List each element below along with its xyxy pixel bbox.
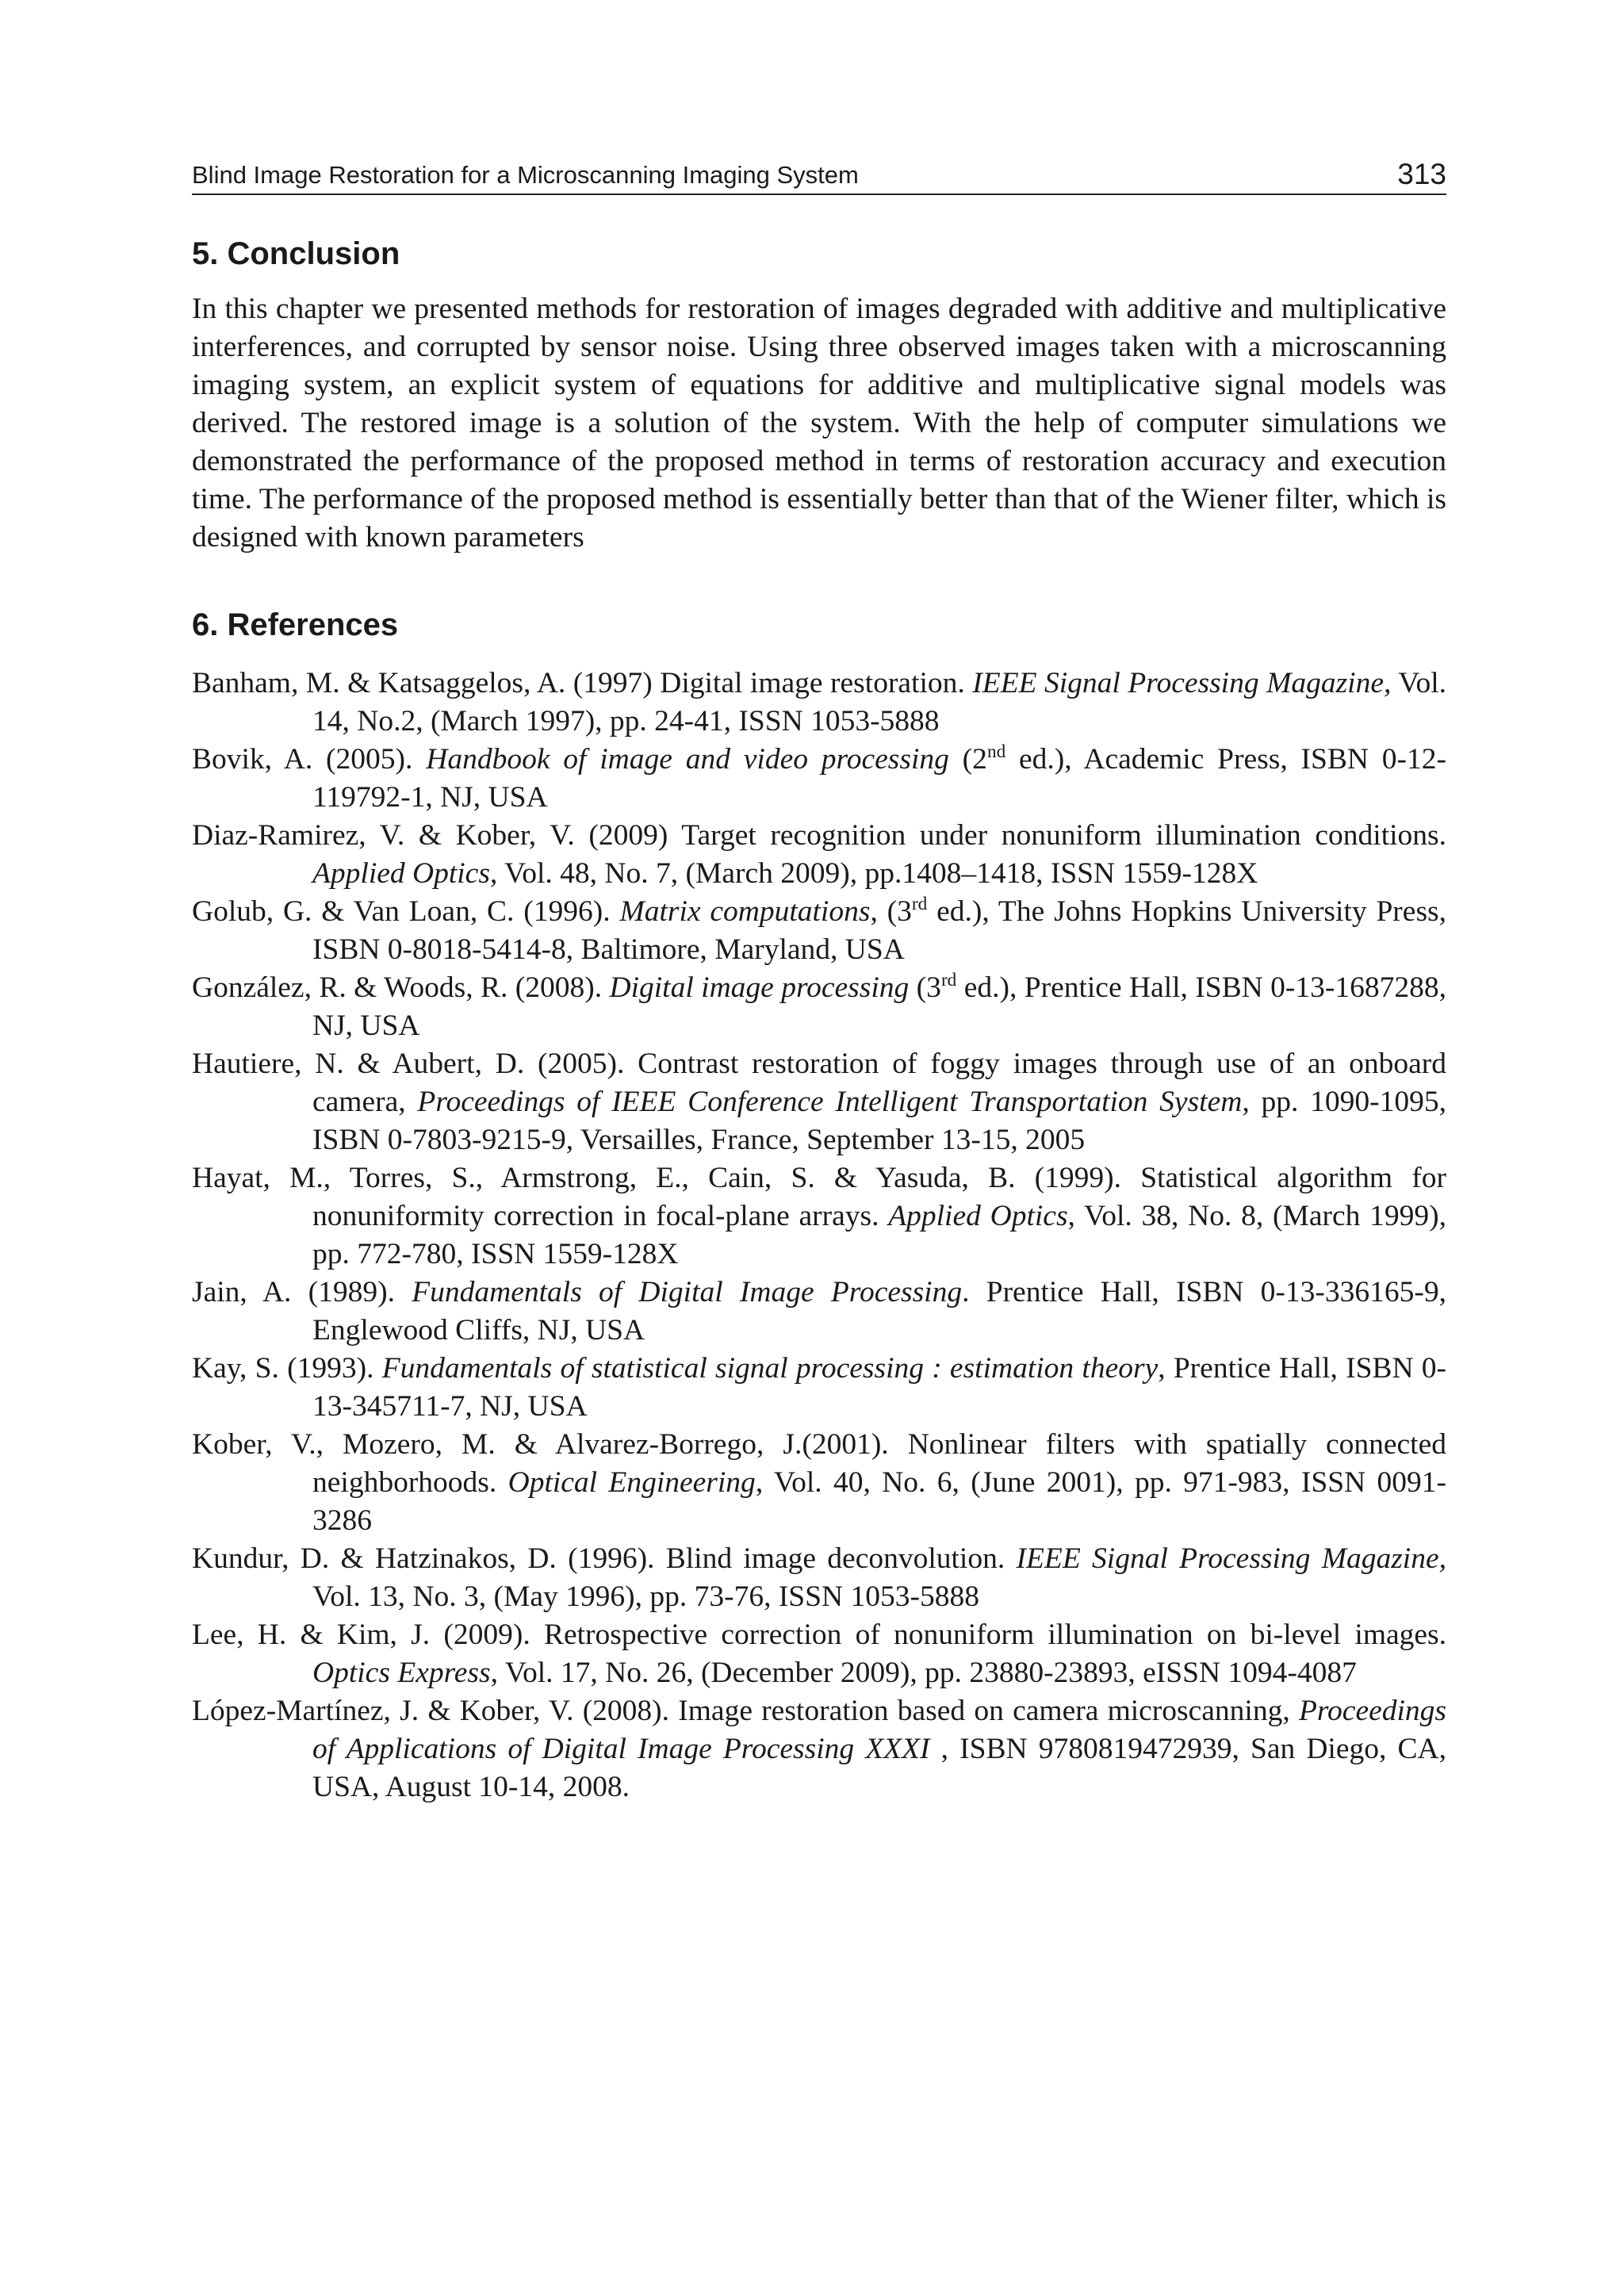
reference-text: pp. 1090-1095, ISBN 0-7803-9215-9, Versailles, France, September 13-15, 2005 <box>312 1086 1447 1156</box>
reference-edition-suffix: rd <box>940 970 957 991</box>
reference-text: López-Martínez, J. & Kober, V. (2008). Image restoration based on camera microscanning, <box>192 1695 1299 1727</box>
running-header <box>192 159 1446 195</box>
page-number: 313 <box>1397 158 1446 190</box>
reference-source: Handbook of image and video processing <box>426 743 949 776</box>
reference-text: , Prentice Hall, ISBN 0-13-345711-7, NJ, USA <box>312 1352 1446 1423</box>
reference-source: Proceedings of Applications of Digital Image Processing XXXI <box>312 1695 1446 1765</box>
reference-source: Applied Optics <box>888 1200 1068 1232</box>
reference-source: Digital image processing <box>609 971 910 1004</box>
reference-source: Optical Engineering <box>508 1466 756 1499</box>
reference-text: , (3 <box>870 895 912 928</box>
reference-item <box>192 1616 1446 1692</box>
reference-item <box>192 1350 1446 1426</box>
reference-text: Banham, M. & Katsaggelos, A. (1997) Digital image restoration. <box>192 667 973 699</box>
reference-edition-suffix: rd <box>911 894 928 915</box>
reference-text: , ISBN 9780819472939, San Diego, CA, USA, August 10-14, 2008. <box>312 1733 1446 1803</box>
reference-source: Proceedings of IEEE Conference Intelligent Transportation System, <box>417 1086 1250 1118</box>
reference-text: Vol. 13, No. 3, (May 1996), pp. 73-76, ISSN 1053-5888 <box>312 1580 979 1613</box>
reference-text: Golub, G. & Van Loan, C. (1996). <box>192 895 620 928</box>
reference-item <box>192 1692 1446 1806</box>
reference-source: Matrix computations <box>619 895 871 928</box>
reference-item <box>192 817 1446 893</box>
reference-text: Kundur, D. & Hatzinakos, D. (1996). Blind image deconvolution. <box>192 1542 1017 1575</box>
reference-item <box>192 1159 1446 1274</box>
reference-text: González, R. & Woods, R. (2008). <box>192 971 610 1004</box>
reference-item <box>192 665 1446 741</box>
reference-item <box>192 1540 1446 1616</box>
reference-item <box>192 1045 1446 1159</box>
reference-text: ed.), Prentice Hall, ISBN 0-13-1687288, NJ, USA <box>312 971 1446 1042</box>
reference-source: Optics Express <box>312 1657 491 1689</box>
conclusion-heading: 5. Conclusion <box>192 236 400 271</box>
reference-text: Diaz-Ramirez, V. & Kober, V. (2009) Target recognition under nonuniform illumination conditions. <box>192 819 1446 852</box>
reference-text: (2 <box>948 743 987 776</box>
reference-text: ed.), The Johns Hopkins University Press, ISBN 0-8018-5414-8, Baltimore, Maryland, USA <box>312 895 1447 966</box>
page <box>192 159 1446 1806</box>
reference-source: Fundamentals of Digital Image Processing <box>412 1276 963 1308</box>
reference-text: Bovik, A. (2005). <box>192 743 427 776</box>
reference-source: Fundamentals of statistical signal processing : estimation theory <box>381 1352 1159 1385</box>
reference-source: Applied Optics, <box>312 857 498 890</box>
reference-text: Lee, H. & Kim, J. (2009). Retrospective correction of nonuniform illumination on bi-level images. <box>192 1619 1446 1651</box>
reference-text: (3 <box>909 971 941 1004</box>
reference-edition-suffix: nd <box>986 741 1006 763</box>
reference-text: , Vol. 38, No. 8, (March 1999), pp. 772-780, ISSN 1559-128X <box>312 1200 1447 1270</box>
reference-text: Hautiere, N. & Aubert, D. (2005). Contrast restoration of foggy images through use of an onboard camera, <box>192 1048 1446 1118</box>
references-heading: 6. References <box>192 607 399 642</box>
reference-text: Vol. 14, No.2, (March 1997), pp. 24-41, ISSN 1053-5888 <box>312 667 1446 737</box>
reference-text: Kober, V., Mozero, M. & Alvarez-Borrego, J.(2001). Nonlinear filters with spatially connected neighborhoods. <box>192 1428 1446 1499</box>
reference-text: Vol. 48, No. 7, (March 2009), pp.1408–1418, ISSN 1559-128X <box>497 857 1258 890</box>
conclusion-paragraph: In this chapter we presented methods for restoration of images degraded with additive and multiplicative interferences, and corrupted by sensor noise. Using three observed images taken with a microscanning imaging system, an explicit system of equations for additive and multiplicative signal models was derived. The restored image is a solution of the system. With the help of computer simulations we demonstrated the performance of the proposed method in terms of restoration accuracy and execution time. The performance of the proposed method is essentially better than that of the Wiener filter, which is designed with known parameters <box>192 293 1446 554</box>
reference-item <box>192 969 1446 1045</box>
reference-text: Jain, A. (1989). <box>192 1276 412 1308</box>
reference-item <box>192 1426 1446 1540</box>
running-title: Blind Image Restoration for a Microscanning Imaging System <box>192 161 859 189</box>
reference-source: IEEE Signal Processing Magazine, <box>1016 1542 1446 1575</box>
reference-item <box>192 1274 1446 1350</box>
reference-text: Kay, S. (1993). <box>192 1352 382 1385</box>
reference-list <box>192 665 1446 1806</box>
reference-item <box>192 741 1446 817</box>
reference-text: , Vol. 40, No. 6, (June 2001), pp. 971-983, ISSN 0091-3286 <box>312 1466 1446 1537</box>
reference-item <box>192 893 1446 969</box>
reference-text: ed.), Academic Press, ISBN 0-12-119792-1, NJ, USA <box>312 743 1447 814</box>
reference-text: Hayat, M., Torres, S., Armstrong, E., Cain, S. & Yasuda, B. (1999). Statistical algorithm for nonuniformity correction in focal-plane arrays. <box>192 1162 1446 1232</box>
reference-source: IEEE Signal Processing Magazine, <box>972 667 1392 699</box>
reference-text: . Prentice Hall, ISBN 0-13-336165-9, Englewood Cliffs, NJ, USA <box>312 1276 1446 1347</box>
reference-text: , Vol. 17, No. 26, (December 2009), pp. 23880-23893, eISSN 1094-4087 <box>490 1657 1357 1689</box>
